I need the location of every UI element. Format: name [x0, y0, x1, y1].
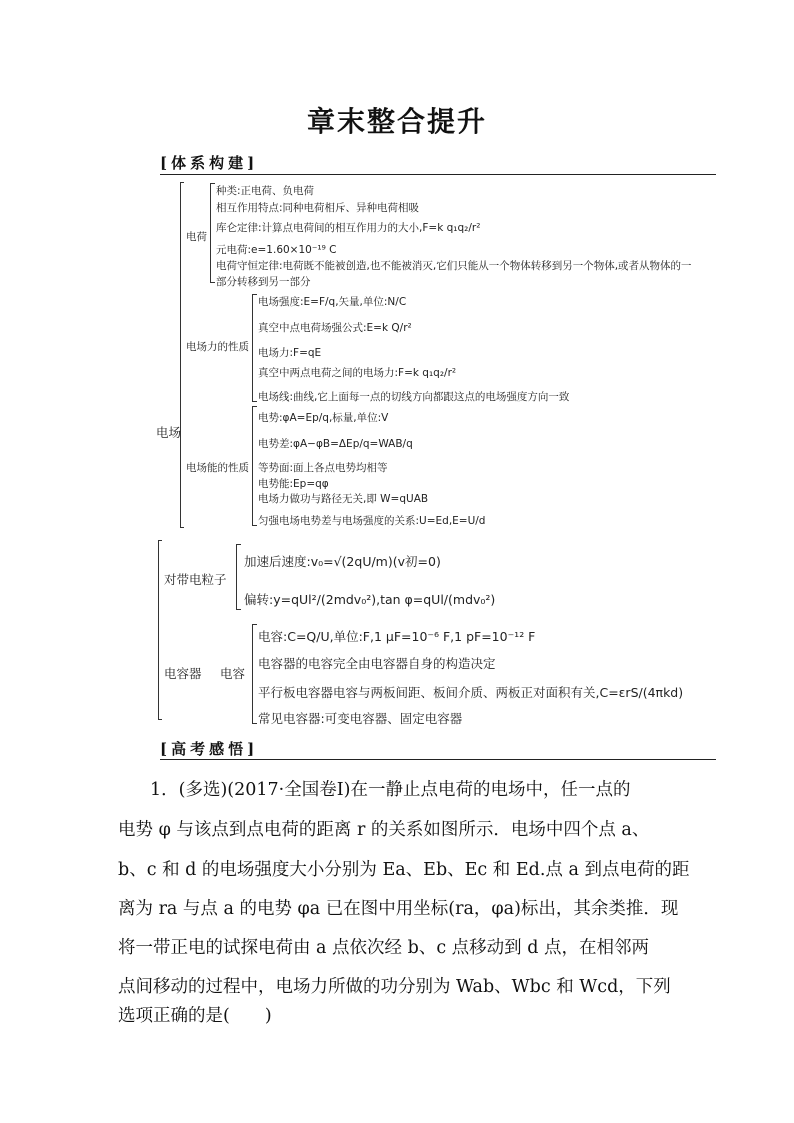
section-label-exam: [高考感悟]	[160, 740, 259, 758]
page-title: 章末整合提升	[306, 105, 487, 138]
charge-item: 元电荷:e=1.60×10⁻¹⁹ C	[216, 244, 337, 256]
capacitor-item: 电容器的电容完全由电容器自身的构造决定	[258, 656, 496, 671]
question-line: 1．(多选)(2017·全国卷Ⅰ)在一静止点电荷的电场中，任一点的	[150, 780, 631, 800]
charge-item: 相互作用特点:同种电荷相斥、异种电荷相吸	[216, 202, 420, 214]
energy-property-label: 电场能的性质	[186, 462, 249, 474]
energy-item: 等势面:面上各点电势均相等	[258, 462, 388, 474]
force-item: 真空中两点电荷之间的电场力:F=k q₁q₂/r²	[258, 367, 457, 379]
application-brace	[158, 540, 159, 720]
energy-item: 电势能:Ep=qφ	[258, 478, 329, 490]
section-divider	[160, 759, 716, 760]
energy-item: 电场力做功与路径无关,即 W=qUAB	[258, 493, 429, 505]
charge-item: 部分转移到另一部分	[216, 276, 311, 288]
force-item: 电场线:曲线,它上面每一点的切线方向都跟这点的电场强度方向一致	[258, 391, 570, 403]
capacitance-label: 电容	[220, 666, 246, 681]
capacitor-item: 电容:C=Q/U,单位:F,1 μF=10⁻⁶ F,1 pF=10⁻¹² F	[258, 629, 536, 644]
capacitor-item: 常见电容器:可变电容器、固定电容器	[258, 711, 463, 726]
charge-label: 电荷	[186, 231, 207, 243]
particle-label: 对带电粒子	[164, 572, 227, 587]
question-line: 将一带正电的试探电荷由 a 点依次经 b、c 点移动到 d 点，在相邻两	[118, 938, 650, 958]
charge-item: 电荷守恒定律:电荷既不能被创造,也不能被消灭,它们只能从一个物体转移到另一个物体,或者从物体的一	[216, 260, 692, 272]
question-line: b、c 和 d 的电场强度大小分别为 Ea、Eb、Ec 和 Ed.点 a 到点电荷的距	[118, 860, 690, 880]
question-line: 点间移动的过程中，电场力所做的功分别为 Wab、Wbc 和 Wcd，下列	[118, 977, 671, 997]
particle-item: 偏转:y=qUl²/(2mdv₀²),tan φ=qUl/(mdv₀²)	[244, 592, 496, 607]
section-label-system: [体系构建]	[160, 154, 259, 172]
energy-item: 电势:φA=Ep/q,标量,单位:V	[258, 412, 389, 424]
question-line: 离为 ra 与点 a 的电势 φa 已在图中用坐标(ra，φa)标出，其余类推．现	[118, 899, 679, 919]
particle-item: 加速后速度:v₀=√(2qU/m)(v初=0)	[244, 554, 441, 569]
energy-property-brace	[252, 406, 253, 526]
field-brace	[180, 182, 181, 528]
field-label: 电场	[156, 425, 182, 440]
energy-item: 电势差:φA−φB=ΔEp/q=WAB/q	[258, 438, 413, 450]
charge-item: 种类:正电荷、负电荷	[216, 185, 315, 197]
force-property-brace	[252, 294, 253, 402]
charge-brace	[210, 183, 211, 283]
energy-item: 匀强电场电势差与电场强度的关系:U=Ed,E=U/d	[258, 515, 486, 527]
force-item: 真空中点电荷场强公式:E=k Q/r²	[258, 322, 412, 334]
capacitor-brace	[252, 624, 253, 724]
capacitor-item: 平行板电容器电容与两板间距、板间介质、两板正对面积有关,C=εrS/(4πkd)	[258, 685, 684, 700]
section-divider	[160, 174, 716, 175]
force-item: 电场强度:E=F/q,矢量,单位:N/C	[258, 296, 407, 308]
force-item: 电场力:F=qE	[258, 347, 322, 359]
question-line: 选项正确的是( )	[118, 1006, 272, 1026]
charge-item: 库仑定律:计算点电荷间的相互作用力的大小,F=k q₁q₂/r²	[216, 222, 481, 234]
particle-brace	[236, 544, 237, 610]
capacitor-label: 电容器	[164, 666, 202, 681]
force-property-label: 电场力的性质	[186, 341, 249, 353]
question-line: 电势 φ 与该点到点电荷的距离 r 的关系如图所示．电场中四个点 a、	[118, 820, 650, 840]
